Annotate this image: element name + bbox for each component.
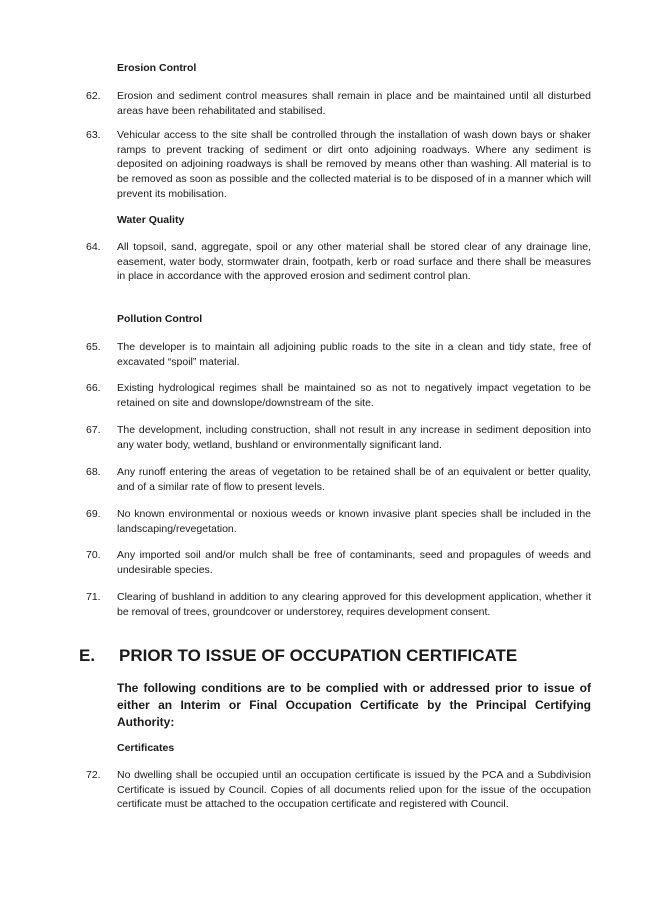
condition-text: Existing hydrological regimes shall be maintained so as not to negatively impact vegetation to be retained on site and downslope/downstream of the site. <box>117 382 591 409</box>
condition-number: 64. <box>86 241 101 253</box>
condition-number: 66. <box>86 382 101 394</box>
heading-erosion-control: Erosion Control <box>117 62 197 74</box>
condition-text: Erosion and sediment control measures shall remain in place and be maintained until all disturbed areas have been rehabilitated and stabilised. <box>117 90 591 117</box>
condition-number: 68. <box>86 466 101 478</box>
condition-number: 63. <box>86 129 101 141</box>
condition-text: The developer is to maintain all adjoining public roads to the site in a clean and tidy state, free of excavated “spoil” material. <box>117 341 591 368</box>
condition-text: Any imported soil and/or mulch shall be free of contaminants, seed and propagules of weeds and undesirable species. <box>117 549 591 576</box>
condition-text: The development, including construction, shall not result in any increase in sediment deposition into any water body, wetland, bushland or environmentally significant land. <box>117 424 591 451</box>
condition-number: 65. <box>86 341 101 353</box>
condition-text: Any runoff entering the areas of vegetation to be retained shall be of an equivalent or better quality, and of a similar rate of flow to present levels. <box>117 466 591 493</box>
condition-number: 62. <box>86 90 101 102</box>
condition-number: 67. <box>86 424 101 436</box>
condition-number: 70. <box>86 549 101 561</box>
condition-text: Vehicular access to the site shall be controlled through the installation of wash down bays or shaker ramps to prevent tracking of sediment or dirt onto adjoining roadways. Where any sediment is deposited on adjoining roadways is shall be removed by means other than washing. All material is to be removed as soon as possible and the collected material is to be disposed of in a manner which will prevent its mobilisation. <box>117 129 591 200</box>
condition-number: 71. <box>86 591 101 603</box>
section-letter: E. <box>79 646 96 665</box>
condition-text: No known environmental or noxious weeds or known invasive plant species shall be included in the landscaping/revegetation. <box>117 508 591 535</box>
condition-text: No dwelling shall be occupied until an occupation certificate is issued by the PCA and a Subdivision Certificate is issued by Council. Copies of all documents relied upon for the issue of the occupation certificate must be attached to the occupation certificate and registered with Council. <box>117 769 591 811</box>
heading-water-quality: Water Quality <box>117 214 185 226</box>
section-heading <box>79 645 517 667</box>
section-title-text: PRIOR TO ISSUE OF OCCUPATION CERTIFICATE <box>119 646 518 665</box>
condition-number: 69. <box>86 508 101 520</box>
condition-text: All topsoil, sand, aggregate, spoil or any other material shall be stored clear of any drainage line, easement, water body, stormwater drain, footpath, kerb or road surface and there shall be measures in place in accordance with the approved erosion and sediment control plan. <box>117 241 591 283</box>
condition-text: Clearing of bushland in addition to any clearing approved for this development application, whether it be removal of trees, groundcover or understorey, requires development consent. <box>117 591 591 618</box>
heading-pollution-control: Pollution Control <box>117 313 203 325</box>
section-intro: The following conditions are to be complied with or addressed prior to issue of either an Interim or Final Occupation Certificate by the Principal Certifying Authority: <box>117 681 591 729</box>
heading-certificates: Certificates <box>117 742 175 754</box>
condition-number: 72. <box>86 769 101 781</box>
